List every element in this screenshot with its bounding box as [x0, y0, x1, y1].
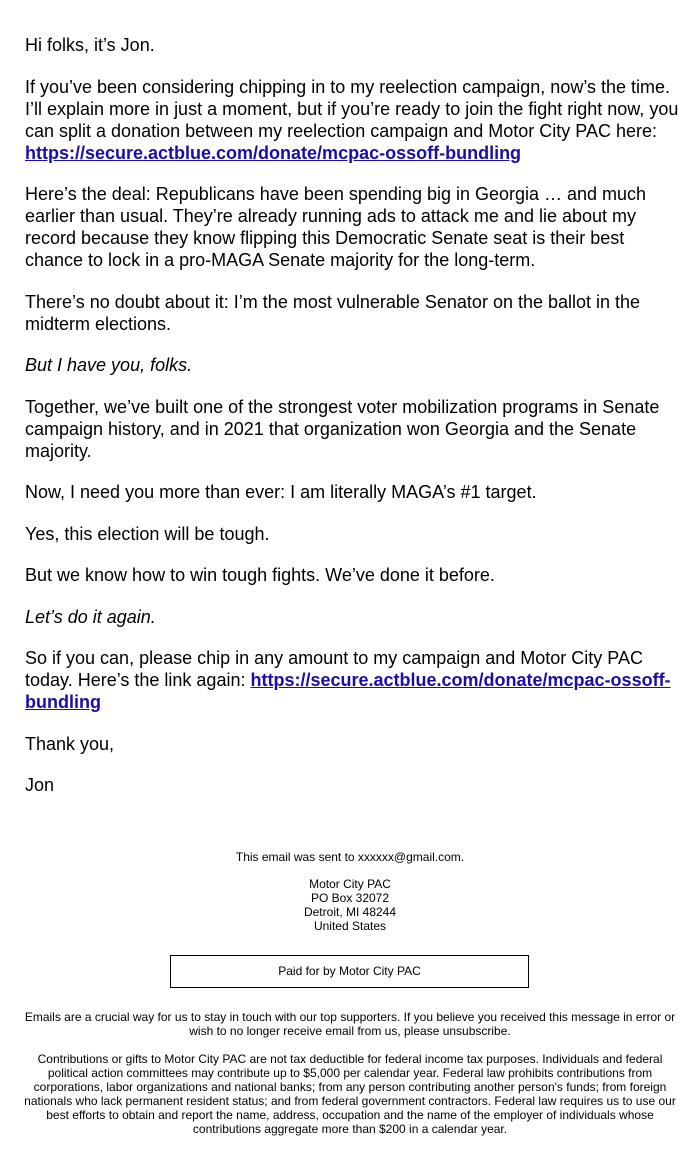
email-body [25, 34, 680, 816]
paragraph-win: But we know how to win tough fights. We’ve done it before. [25, 565, 495, 585]
paragraph-intro-text: If you’ve been considering chipping in to my reelection campaign, now’s the time. I’ll explain more in just a moment, but if you’re ready to join the fight right now, you can split a donation between my reelection campaign and Motor City PAC here: [25, 76, 679, 141]
address-org: Motor City PAC [309, 877, 391, 891]
greeting: Hi folks, it’s Jon. [25, 35, 155, 55]
address-city: Detroit, MI 48244 [303, 905, 397, 919]
donate-link-2[interactable]: https://secure.actblue.com/donate/mcpac-ossoff-bundling [25, 670, 671, 712]
paragraph-chip-in [25, 647, 680, 713]
legal-disclaimer: Contributions or gifts to Motor City PAC are not tax deductible for federal income tax purposes. Individuals and federal political action committees may contribute up to $5,000 per calendar year. Federal law prohibits contributions from corporations, labor organizations and national banks; from any person contributing another person's funds; from foreign nationals who lack permanent resident status; and from federal government contractors. Federal law requires us to use our best efforts to obtain and report the name, address, occupation and the name of the employer of individuals whose contributions aggregate more than $200 in a calendar year. [24, 1052, 676, 1136]
paid-for-disclaimer: Paid for by Motor City PAC [170, 955, 529, 988]
paragraph-chip-in-text: So if you can, please chip in any amount to my campaign and Motor City PAC today. Here’s the link again: [25, 648, 643, 690]
paragraph-vulnerable: There’s no doubt about it: I’m the most vulnerable Senator on the ballot in the midterm elections. [25, 291, 641, 334]
sent-to-notice: This email was sent to xxxxxx@gmail.com. [235, 850, 465, 864]
signature: Jon [25, 775, 55, 795]
paragraph-again: Let’s do it again. [25, 606, 156, 627]
paragraph-together: Together, we’ve built one of the strongest voter mobilization programs in Senate campaign history, and in 2021 that organization won Georgia and the Senate majority. [25, 396, 660, 461]
paragraph-need-you: Now, I need you more than ever: I am literally MAGA’s #1 target. [25, 482, 537, 502]
donate-link-1[interactable]: https://secure.actblue.com/donate/mcpac-ossoff-bundling [25, 142, 522, 163]
paragraph-tough: Yes, this election will be tough. [25, 523, 270, 544]
address-country: United States [313, 919, 387, 933]
unsubscribe-note: Emails are a crucial way for us to stay in touch with our top supporters. If you believe you received this message in error or wish to no longer receive email from us, please unsubscribe. [24, 1010, 676, 1038]
mailing-address [20, 877, 680, 933]
paragraph-deal: Here’s the deal: Republicans have been spending big in Georgia … and much earlier than usual. They’re already running ads to attack me and lie about my record because they know flipping this Democratic Senate seat is their best chance to lock in a pro-MAGA Senate majority for the long-term. [25, 184, 647, 270]
paragraph-have-you: But I have you, folks. [25, 355, 193, 375]
address-po-box: PO Box 32072 [310, 891, 390, 905]
signoff: Thank you, [25, 733, 115, 754]
paragraph-intro [25, 76, 680, 164]
